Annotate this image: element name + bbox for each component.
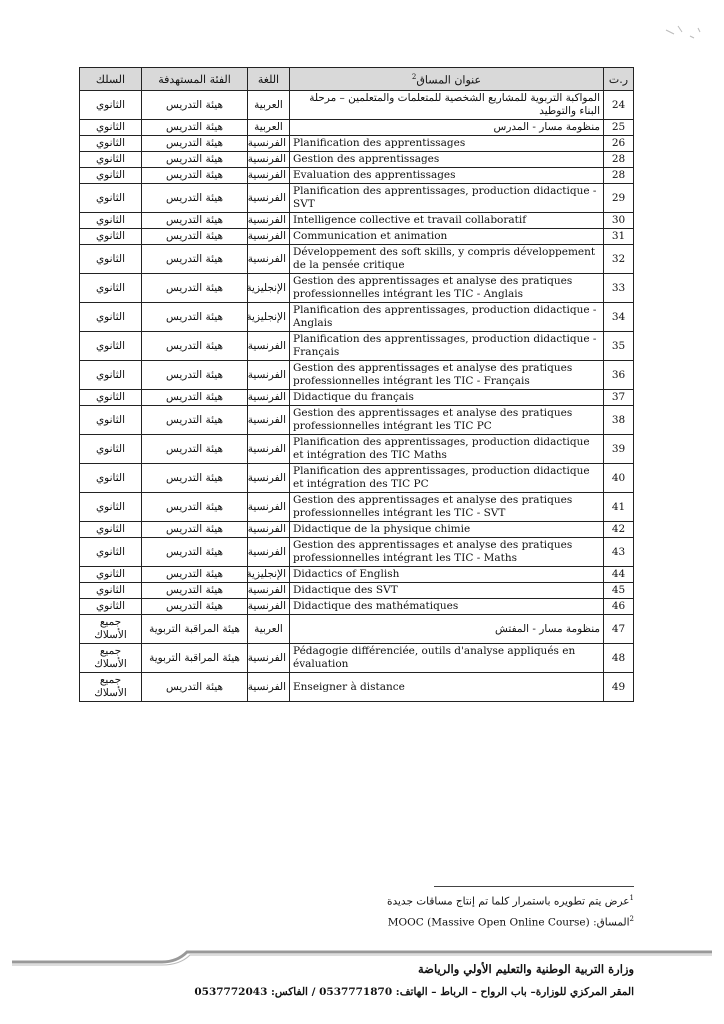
row-category-cell: هيئة التدريس xyxy=(142,303,248,332)
row-language-cell: الفرنسية xyxy=(248,464,290,493)
row-category-cell: هيئة التدريس xyxy=(142,538,248,567)
row-title-cell: Planification des apprentissages, production didactique et intégration des TIC PC xyxy=(290,464,604,493)
row-number-cell: 42 xyxy=(604,522,634,538)
row-title-cell: المواكبة التربوية للمشاريع الشخصية للمتعلمات والمتعلمين – مرحلة البناء والتوطيد xyxy=(290,91,604,120)
row-language-cell: الإنجليزية xyxy=(248,567,290,583)
ministry-address: المقر المركزي للوزارة– باب الرواح – الرباط – الهاتف: 0537771870 / الفاكس: 0537772043 xyxy=(194,986,634,998)
row-cycle-cell: الثانوي xyxy=(80,152,142,168)
row-cycle-cell: الثانوي xyxy=(80,274,142,303)
row-language-cell: الفرنسية xyxy=(248,361,290,390)
row-category-cell: هيئة التدريس xyxy=(142,91,248,120)
row-category-cell: هيئة التدريس xyxy=(142,245,248,274)
header-course-title xyxy=(290,68,604,91)
table-row xyxy=(80,493,634,522)
row-language-cell: الفرنسية xyxy=(248,406,290,435)
row-cycle-cell: الثانوي xyxy=(80,538,142,567)
row-language-cell: الفرنسية xyxy=(248,332,290,361)
row-language-cell: الفرنسية xyxy=(248,583,290,599)
table-row xyxy=(80,245,634,274)
row-title-cell: Planification des apprentissages, production didactique - SVT xyxy=(290,184,604,213)
row-number-cell: 26 xyxy=(604,136,634,152)
row-title-cell: Gestion des apprentissages et analyse des pratiques professionnelles intégrant les TIC PC xyxy=(290,406,604,435)
row-number-cell: 39 xyxy=(604,435,634,464)
row-category-cell: هيئة التدريس xyxy=(142,184,248,213)
row-category-cell: هيئة التدريس xyxy=(142,567,248,583)
row-cycle-cell: الثانوي xyxy=(80,136,142,152)
row-language-cell: العربية xyxy=(248,120,290,136)
footnote-2 xyxy=(254,911,634,932)
row-title-cell: Enseigner à distance xyxy=(290,673,604,702)
row-language-cell: الفرنسية xyxy=(248,390,290,406)
row-language-cell: العربية xyxy=(248,91,290,120)
table-row xyxy=(80,406,634,435)
row-language-cell: الفرنسية xyxy=(248,435,290,464)
row-number-cell: 45 xyxy=(604,583,634,599)
table-row xyxy=(80,361,634,390)
row-language-cell: الفرنسية xyxy=(248,168,290,184)
row-title-cell: Planification des apprentissages, production didactique - Anglais xyxy=(290,303,604,332)
row-number-cell: 35 xyxy=(604,332,634,361)
row-category-cell: هيئة التدريس xyxy=(142,136,248,152)
row-cycle-cell: الثانوي xyxy=(80,303,142,332)
row-category-cell: هيئة المراقبة التربوية xyxy=(142,615,248,644)
row-category-cell: هيئة التدريس xyxy=(142,493,248,522)
row-title-cell: Gestion des apprentissages et analyse des pratiques professionnelles intégrant les TIC - Maths xyxy=(290,538,604,567)
row-language-cell: الفرنسية xyxy=(248,538,290,567)
row-number-cell: 48 xyxy=(604,644,634,673)
row-cycle-cell: الثانوي xyxy=(80,184,142,213)
row-number-cell: 37 xyxy=(604,390,634,406)
table-row xyxy=(80,567,634,583)
row-category-cell: هيئة التدريس xyxy=(142,406,248,435)
row-category-cell: هيئة التدريس xyxy=(142,435,248,464)
row-cycle-cell: الثانوي xyxy=(80,213,142,229)
table-row xyxy=(80,274,634,303)
row-number-cell: 38 xyxy=(604,406,634,435)
table-row xyxy=(80,538,634,567)
row-category-cell: هيئة التدريس xyxy=(142,464,248,493)
row-title-cell: Pédagogie différenciée, outils d'analyse appliqués en évaluation xyxy=(290,644,604,673)
table-row xyxy=(80,91,634,120)
row-language-cell: الفرنسية xyxy=(248,522,290,538)
table-row xyxy=(80,435,634,464)
row-category-cell: هيئة التدريس xyxy=(142,213,248,229)
row-title-cell: Gestion des apprentissages et analyse des pratiques professionnelles intégrant les TIC - SVT xyxy=(290,493,604,522)
table-row xyxy=(80,168,634,184)
table-row xyxy=(80,583,634,599)
row-category-cell: هيئة التدريس xyxy=(142,152,248,168)
header-number: ر.ت xyxy=(604,68,634,91)
table-row xyxy=(80,152,634,168)
row-category-cell: هيئة التدريس xyxy=(142,120,248,136)
row-cycle-cell: الثانوي xyxy=(80,464,142,493)
table-row xyxy=(80,213,634,229)
row-number-cell: 30 xyxy=(604,213,634,229)
row-language-cell: الفرنسية xyxy=(248,599,290,615)
row-cycle-cell: الثانوي xyxy=(80,406,142,435)
table-body xyxy=(80,91,634,702)
row-number-cell: 29 xyxy=(604,184,634,213)
row-number-cell: 36 xyxy=(604,361,634,390)
row-number-cell: 41 xyxy=(604,493,634,522)
courses-table xyxy=(79,67,634,702)
row-number-cell: 28 xyxy=(604,152,634,168)
row-cycle-cell: الثانوي xyxy=(80,168,142,184)
row-language-cell: الفرنسية xyxy=(248,644,290,673)
table-row xyxy=(80,522,634,538)
row-cycle-cell: جميع الأسلاك xyxy=(80,615,142,644)
row-title-cell: Intelligence collective et travail collaboratif xyxy=(290,213,604,229)
header-course-title-text: عنوان المساق xyxy=(416,73,482,87)
table-row xyxy=(80,615,634,644)
row-number-cell: 47 xyxy=(604,615,634,644)
row-title-cell: Evaluation des apprentissages xyxy=(290,168,604,184)
row-number-cell: 28 xyxy=(604,168,634,184)
row-title-cell: Didactique de la physique chimie xyxy=(290,522,604,538)
table-row xyxy=(80,599,634,615)
row-title-cell: منظومة مسار - المدرس xyxy=(290,120,604,136)
footnote-2-mark: 2 xyxy=(629,914,634,923)
footnotes xyxy=(254,886,634,931)
row-language-cell: الفرنسية xyxy=(248,245,290,274)
row-title-cell: Didactique des mathématiques xyxy=(290,599,604,615)
row-category-cell: هيئة التدريس xyxy=(142,673,248,702)
footnote-1-mark: 1 xyxy=(629,894,634,902)
row-category-cell: هيئة المراقبة التربوية xyxy=(142,644,248,673)
row-cycle-cell: جميع الأسلاك xyxy=(80,644,142,673)
row-category-cell: هيئة التدريس xyxy=(142,390,248,406)
row-number-cell: 43 xyxy=(604,538,634,567)
row-language-cell: الفرنسية xyxy=(248,229,290,245)
row-cycle-cell: الثانوي xyxy=(80,245,142,274)
row-language-cell: العربية xyxy=(248,615,290,644)
table-row xyxy=(80,644,634,673)
row-number-cell: 44 xyxy=(604,567,634,583)
row-language-cell: الفرنسية xyxy=(248,213,290,229)
row-title-cell: Didactique des SVT xyxy=(290,583,604,599)
table-row xyxy=(80,120,634,136)
row-number-cell: 31 xyxy=(604,229,634,245)
row-cycle-cell: الثانوي xyxy=(80,332,142,361)
row-title-cell: Didactique du français xyxy=(290,390,604,406)
header-course-title-sup: 2 xyxy=(411,73,417,82)
row-number-cell: 34 xyxy=(604,303,634,332)
table-row xyxy=(80,390,634,406)
row-number-cell: 49 xyxy=(604,673,634,702)
row-cycle-cell: جميع الأسلاك xyxy=(80,673,142,702)
row-language-cell: الفرنسية xyxy=(248,493,290,522)
footnote-2-text: المساق: MOOC (Massive Open Online Course) xyxy=(387,916,630,928)
row-category-cell: هيئة التدريس xyxy=(142,274,248,303)
row-title-cell: Développement des soft skills, y compris développement de la pensée critique xyxy=(290,245,604,274)
row-cycle-cell: الثانوي xyxy=(80,567,142,583)
row-cycle-cell: الثانوي xyxy=(80,599,142,615)
row-cycle-cell: الثانوي xyxy=(80,361,142,390)
row-title-cell: Communication et animation xyxy=(290,229,604,245)
table-row xyxy=(80,136,634,152)
table-row xyxy=(80,464,634,493)
row-cycle-cell: الثانوي xyxy=(80,120,142,136)
table-row xyxy=(80,303,634,332)
row-number-cell: 25 xyxy=(604,120,634,136)
row-cycle-cell: الثانوي xyxy=(80,390,142,406)
row-category-cell: هيئة التدريس xyxy=(142,522,248,538)
header-cycle: السلك xyxy=(80,68,142,91)
row-category-cell: هيئة التدريس xyxy=(142,583,248,599)
row-number-cell: 24 xyxy=(604,91,634,120)
row-cycle-cell: الثانوي xyxy=(80,583,142,599)
table-row xyxy=(80,673,634,702)
row-title-cell: Gestion des apprentissages et analyse des pratiques professionnelles intégrant les TIC - Français xyxy=(290,361,604,390)
row-cycle-cell: الثانوي xyxy=(80,229,142,245)
row-number-cell: 32 xyxy=(604,245,634,274)
row-number-cell: 33 xyxy=(604,274,634,303)
table-row xyxy=(80,229,634,245)
row-title-cell: Planification des apprentissages, production didactique et intégration des TIC Maths xyxy=(290,435,604,464)
table-row xyxy=(80,332,634,361)
row-language-cell: الفرنسية xyxy=(248,184,290,213)
row-category-cell: هيئة التدريس xyxy=(142,168,248,184)
row-number-cell: 40 xyxy=(604,464,634,493)
row-cycle-cell: الثانوي xyxy=(80,493,142,522)
row-cycle-cell: الثانوي xyxy=(80,522,142,538)
row-title-cell: Gestion des apprentissages et analyse des pratiques professionnelles intégrant les TIC - Anglais xyxy=(290,274,604,303)
footnote-1-text: عرض يتم تطويره باستمرار كلما تم إنتاج مساقات جديدة xyxy=(387,895,630,908)
row-category-cell: هيئة التدريس xyxy=(142,361,248,390)
row-title-cell: Planification des apprentissages xyxy=(290,136,604,152)
header-category: الفئة المستهدفة xyxy=(142,68,248,91)
row-category-cell: هيئة التدريس xyxy=(142,599,248,615)
row-language-cell: الإنجليزية xyxy=(248,274,290,303)
row-category-cell: هيئة التدريس xyxy=(142,332,248,361)
table-row xyxy=(80,184,634,213)
row-language-cell: الفرنسية xyxy=(248,673,290,702)
header-language: اللغة xyxy=(248,68,290,91)
row-language-cell: الإنجليزية xyxy=(248,303,290,332)
row-title-cell: Didactics of English xyxy=(290,567,604,583)
row-title-cell: Planification des apprentissages, production didactique - Français xyxy=(290,332,604,361)
row-language-cell: الفرنسية xyxy=(248,136,290,152)
footnote-1 xyxy=(254,890,634,911)
row-title-cell: منظومة مسار - المفتش xyxy=(290,615,604,644)
row-category-cell: هيئة التدريس xyxy=(142,229,248,245)
row-number-cell: 46 xyxy=(604,599,634,615)
row-title-cell: Gestion des apprentissages xyxy=(290,152,604,168)
ministry-name: وزارة التربية الوطنية والتعليم الأولي والرياضة xyxy=(418,962,634,976)
row-language-cell: الفرنسية xyxy=(248,152,290,168)
row-cycle-cell: الثانوي xyxy=(80,435,142,464)
row-cycle-cell: الثانوي xyxy=(80,91,142,120)
footnote-separator xyxy=(434,886,634,887)
corner-scribble-mark xyxy=(664,20,704,45)
table-header-row xyxy=(80,68,634,91)
